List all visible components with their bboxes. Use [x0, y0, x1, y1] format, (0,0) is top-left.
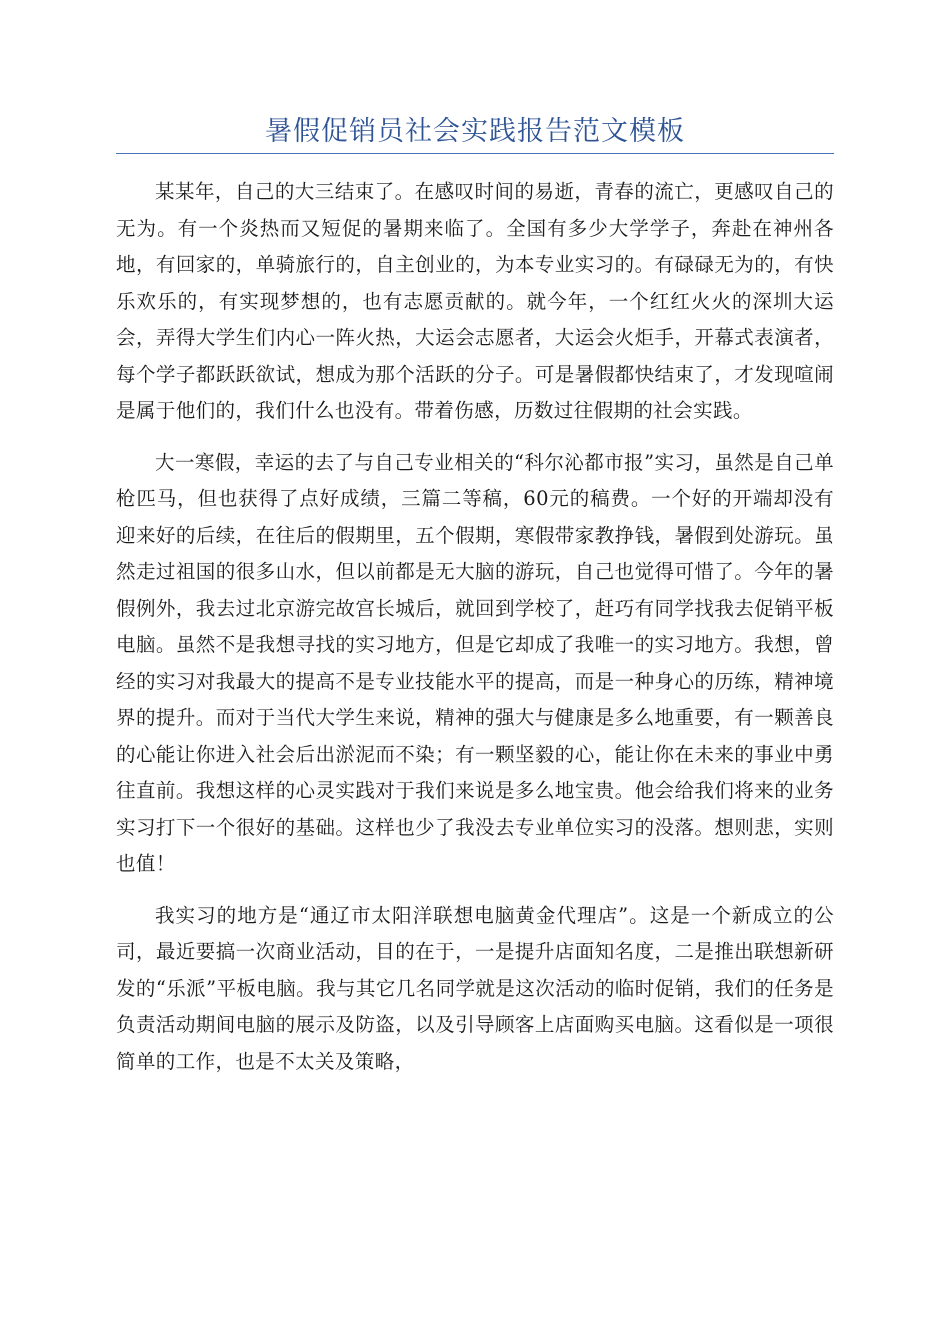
- document-body: [116, 174, 834, 1095]
- document-title: 暑假促销员社会实践报告范文模板: [265, 116, 685, 147]
- paragraph-3: 我实习的地方是“通辽市太阳洋联想电脑黄金代理店”。这是一个新成立的公司，最近要搞一次商业活动，目的在于，一是提升店面知名度，二是推出联想新研发的“乐派”平板电脑。我与其它几名同学就是这次活动的临时促销，我们的任务是负责活动期间电脑的展示及防盗，以及引导顾客上店面购买电脑。这看似是一项很简单的工作，也是不太关及策略，: [116, 903, 834, 1073]
- paragraph-2: 大一寒假，幸运的去了与自己专业相关的“科尔沁都市报”实习，虽然是自己单枪匹马，但也获得了点好成绩，三篇二等稿，60元的稿费。一个好的开端却没有迎来好的后续，在往后的假期里，五个假期，寒假带家教挣钱，暑假到处游玩。虽然走过祖国的很多山水，但以前都是无大脑的游玩，自己也觉得可惜了。今年的暑假例外，我去过北京游完故宫长城后，就回到学校了，赶巧有同学找我去促销平板电脑。虽然不是我想寻找的实习地方，但是它却成了我唯一的实习地方。我想，曾经的实习对我最大的提高不是专业技能水平的提高，而是一种身心的历练，精神境界的提升。而对于当代大学生来说，精神的强大与健康是多么地重要，有一颗善良的心能让你进入社会后出淤泥而不染；有一颗坚毅的心，能让你在未来的事业中勇往直前。我想这样的心灵实践对于我们来说是多么地宝贵。他会给我们将来的业务实习打下一个很好的基础。这样也少了我没去专业单位实习的没落。想则悲，实则也值！: [116, 450, 834, 875]
- title-underline: [116, 153, 834, 154]
- paragraph-1: 某某年，自己的大三结束了。在感叹时间的易逝，青春的流亡，更感叹自己的无为。有一个炎热而又短促的暑期来临了。全国有多少大学学子，奔赴在神州各地，有回家的，单骑旅行的，自主创业的，为本专业实习的。有碌碌无为的，有快乐欢乐的，有实现梦想的，也有志愿贡献的。就今年，一个红红火火的深圳大运会，弄得大学生们内心一阵火热，大运会志愿者，大运会火炬手，开幕式表演者，每个学子都跃跃欲试，想成为那个活跃的分子。可是暑假都快结束了，才发现喧闹是属于他们的，我们什么也没有。带着伤感，历数过往假期的社会实践。: [116, 180, 834, 422]
